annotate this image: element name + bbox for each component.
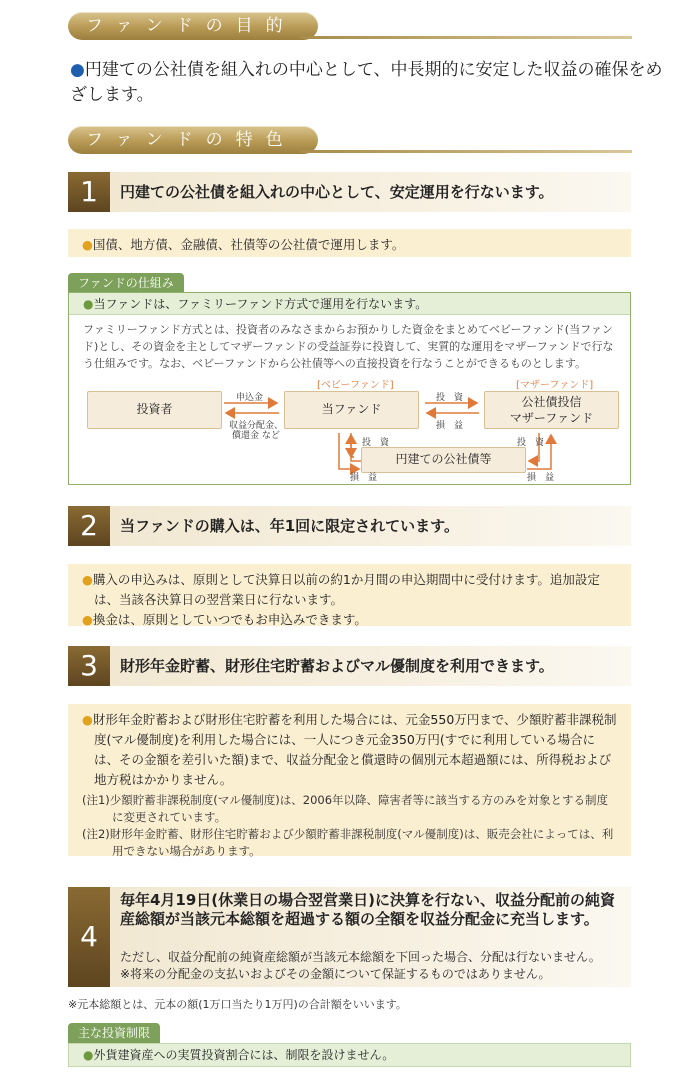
features-header-line (300, 150, 632, 153)
section-1-number: 1 (68, 172, 110, 212)
scheme-description: ファミリーファンド方式とは、投資者のみなさまからお預かりした資金をまとめてベビーファンド(当ファンド)とし、その資金を主としてマザーファンドの受益証券に投資して、実質的な運用をマザーファンドで行なう仕組みです。なお、ベビーファンドから公社債等への直接投資を行なうことができるものとします。 (83, 323, 614, 370)
section-4-bar (68, 887, 631, 987)
section-4-number: 4 (68, 887, 110, 987)
section-3-note1: (注1)少額貯蓄非課税制度(マル優制度)は、2006年以降、障害者等に該当する方のみを対象とする制度に変更されています。 (82, 793, 609, 824)
section-1-title: 円建ての公社債を組入れの中心として、安定運用を行ないます。 (120, 183, 554, 201)
mother-fund-line2: マザーファンド (509, 411, 594, 425)
mother-fund-box (484, 391, 619, 429)
bullet-icon: ● (82, 237, 93, 252)
section-2-line1 (82, 570, 619, 610)
label-toushi-1: 投 資 (436, 393, 464, 403)
label-moushikomi: 申込金 (236, 393, 264, 403)
mother-fund-tag: [マザーファンド] (516, 380, 594, 391)
restrictions-row (68, 1043, 631, 1067)
label-toushi-3: 投 資 (517, 438, 545, 448)
restrictions-text: 外貨建資産への実質投資割合には、制限を設けません。 (93, 1048, 395, 1062)
label-soneki-2: 損 益 (350, 473, 378, 483)
label-soneki-3: 損 益 (527, 473, 555, 483)
section-2-line2 (82, 610, 619, 630)
label-returns-2: 償還金 など (232, 431, 280, 441)
section-3-bar (68, 646, 631, 686)
purpose-header-line (300, 36, 632, 39)
section-3-title: 財形年金貯蓄、財形住宅貯蓄およびマル優制度を利用できます。 (120, 657, 554, 675)
section-4-sub1: ただし、収益分配前の純資産総額が当該元本総額を下回った場合、分配は行ないません。 (120, 950, 601, 964)
purpose-text (70, 58, 670, 108)
bullet-icon: ● (82, 572, 93, 587)
section-3-number: 3 (68, 646, 110, 686)
section-1-bar (68, 172, 631, 212)
section-2-bar (68, 506, 631, 546)
section-4-title: 毎年4月19日(休業日の場合翌営業日)に決算を行ない、収益分配前の純資産総額が当該元本総額を超過する額の全額を収益分配金に充当します。 (120, 891, 616, 928)
section-4-sub2: ※将来の分配金の支払いおよびその金額について保証するものではありません。 (120, 967, 551, 981)
section-3-line1 (82, 710, 619, 790)
section-3-note2: (注2)財形年金貯蓄、財形住宅貯蓄および少額貯蓄非課税制度(マル優制度)は、販売会社によっては、利用できない場合があります。 (82, 827, 614, 858)
bullet-icon: ● (82, 612, 93, 627)
scheme-frame (68, 292, 631, 485)
section-1-note-text: 国債、地方債、金融債、社債等の公社債で運用します。 (92, 237, 405, 252)
purpose-header: ファンドの目的 (68, 12, 318, 40)
label-toushi-2: 投 資 (362, 438, 390, 448)
bullet-icon: ● (70, 60, 85, 80)
section-2-note (68, 564, 631, 626)
section-1-note (68, 229, 631, 257)
section-4-sub (120, 949, 625, 983)
bullet-icon: ● (83, 297, 94, 311)
investor-box: 投資者 (87, 391, 222, 429)
section-3-note (68, 704, 631, 856)
baby-fund-tag: [ベビーファンド] (317, 380, 394, 391)
principal-footnote: ※元本総額とは、元本の額(1万口当たり1万円)の合計額をいいます。 (68, 998, 407, 1011)
section-3-line1-text: 財形年金貯蓄および財形住宅貯蓄を利用した場合には、元金550万円まで、少額貯蓄非課税制度(マル優制度)を利用した場合には、一人につき元金350万円(すでに利用している場合には、その金額を差引いた額)まで、収益分配金と償還時の個別元本超過額には、所得税および地方税はかかりません。 (92, 712, 617, 787)
features-header: ファンドの特色 (68, 126, 318, 154)
bullet-icon: ● (82, 712, 93, 727)
baby-fund-box: 当ファンド (284, 391, 419, 429)
section-2-title: 当ファンドの購入は、年1回に限定されています。 (120, 517, 459, 535)
bullet-icon: ● (83, 1048, 94, 1062)
scheme-tab: ファンドの仕組み (68, 273, 184, 293)
section-2-line2-text: 換金は、原則としていつでもお申込みできます。 (92, 612, 367, 627)
scheme-headline-text: 当ファンドは、ファミリーファンド方式で運用を行ないます。 (93, 297, 428, 311)
mother-fund-line1: 公社債投信 (521, 395, 582, 409)
label-returns-1: 収益分配金、 (229, 421, 284, 431)
section-2-line1-text: 購入の申込みは、原則として決算日以前の約1か月間の申込期間中に受付けます。追加設定は、当該各決算日の翌営業日に行ないます。 (92, 572, 600, 607)
label-soneki-1: 損 益 (436, 421, 464, 431)
section-2-number: 2 (68, 506, 110, 546)
purpose-text-body: 円建ての公社債を組入れの中心として、中長期的に安定した収益の確保をめざします。 (70, 60, 663, 105)
restrictions-tab: 主な投資制限 (68, 1023, 160, 1043)
bonds-box: 円建ての公社債等 (361, 447, 526, 473)
